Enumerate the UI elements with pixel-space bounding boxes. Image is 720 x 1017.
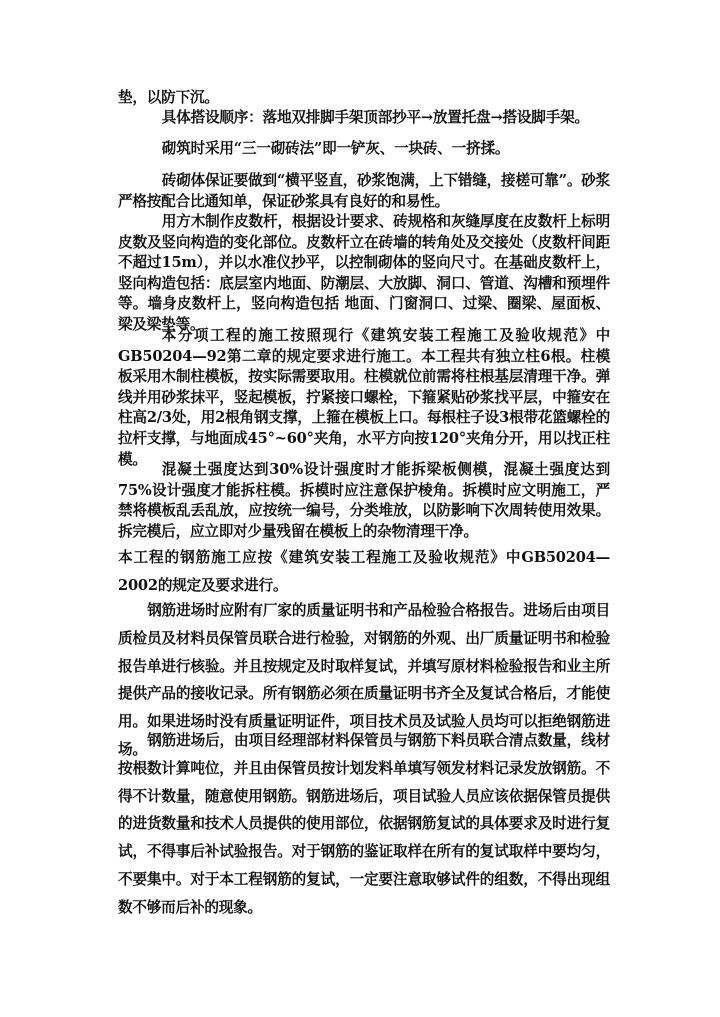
paragraph-column-formwork: 本分项工程的施工按照现行《建筑安装工程施工及验收规范》中GB50204—92第二章的规定要求进行施工。本工程共有独立柱6根。柱模板采用木制柱模板，按实际需要取用。柱模就位前需将柱根基层清理干净。弹线并用砂浆抹平，竖起模板，拧紧接口螺栓，下箍紧贴砂浆找平层，中箍安在柱高2/3处，用2根角钢支撑，上箍在模板上口。每根柱子设3根带花篮螺栓的拉杆支撑，与地面成45°~60°夹角，水平方向按120°夹角分开，用以找正柱模。 (118, 327, 610, 468)
paragraph-story-pole: 用方木制作皮数杆，根据设计要求、砖规格和灰缝厚度在皮数杆上标明皮数及竖向构造的变化部位。皮数杆立在砖墙的转角处及交接处（皮数杆间距不超过15m），并以水准仪抄平，以控制砌体的竖向尺寸。在基础皮数杆上，竖向构造包括：底层室内地面、防潮层、大放脚、洞口、管道、沟槽和预埋件等。墙身皮数杆上，竖向构造包括 地面、门窗洞口、过梁、圈梁、屋面板、梁及梁垫等。 (118, 213, 610, 333)
paragraph-prev-continuation: 垫，以防下沉。 (118, 89, 219, 106)
paragraph-brick-laying-method: 砌筑时采用“三一砌砖法”即一铲灰、一块砖、一挤揉。 (161, 140, 510, 157)
paragraph-rebar-counting: 钢筋进场后，由项目经理部材料保管员与钢筋下料员联合清点数量，线材按根数计算吨位，并且由保管员按计划发料单填写领发材料记录发放钢筋。不得不计数量，随意使用钢筋。钢筋进场后，项目试验人员应该依据保管员提供的进货数量和技术人员提供的使用部位，依据钢筋复试的具体要求及时进行复试，不得事后补试验报告。对于钢筋的鉴证取样在所有的复试取样中要均匀，不要集中。对于本工程钢筋的复试，一定要注意取够试件的组数，不得出现组数不够而后补的现象。 (118, 732, 610, 916)
paragraph-scaffold-sequence: 具体搭设顺序：落地双排脚手架顶部抄平→放置托盘→搭设脚手架。 (161, 109, 589, 126)
paragraph-masonry-quality: 砖砌体保证要做到“横平竖直，砂浆饱满，上下错缝，接槎可靠”。砂浆严格按配合比通知单，保证砂浆具有良好的和易性。 (118, 172, 611, 210)
paragraph-rebar-spec: 本工程的钢筋施工应按《建筑安装工程施工及验收规范》中GB50204—2002的规定及要求进行。 (118, 549, 610, 594)
paragraph-formwork-removal: 混凝土强度达到30%设计强度时才能拆梁板侧模，混凝土强度达到75%设计强度才能拆柱模。拆模时应注意保护棱角。拆模时应文明施工，严禁将模板乱丢乱放，应按统一编号，分类堆放，以防影响下次周转使用效果。拆完模后，应立即对少量残留在模板上的杂物清理干净。 (118, 461, 610, 540)
paragraph-rebar-inspection: 钢筋进场时应附有厂家的质量证明书和产品检验合格报告。进场后由项目质检员及材料员保管员联合进行检验，对钢筋的外观、出厂质量证明书和检验报告单进行核验。并且按规定及时取样复试，并填写原材料检验报告和业主所提供产品的接收记录。所有钢筋必须在质量证明书齐全及复试合格后，才能使用。如果进场时没有质量证明证件，项目技术员及试验人员均可以拒绝钢筋进场。 (118, 602, 610, 758)
